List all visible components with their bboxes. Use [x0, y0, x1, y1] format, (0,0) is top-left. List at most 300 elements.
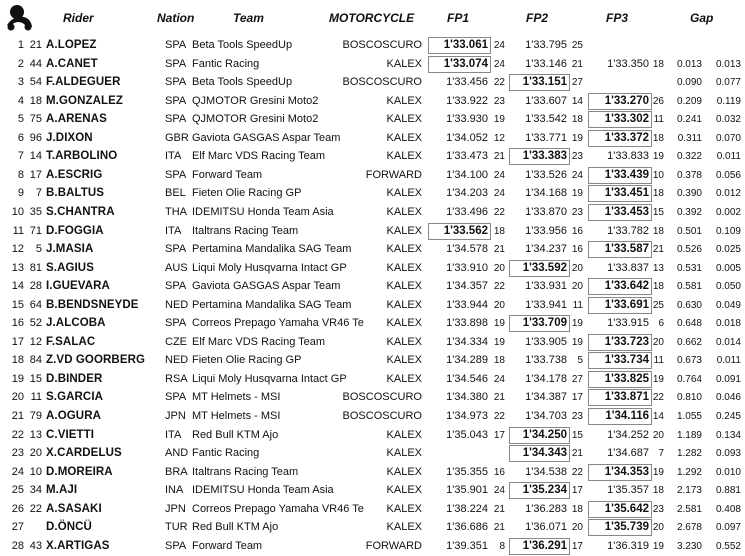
fp1-time-cell: 1'34.973 [446, 410, 488, 422]
position-cell: 5 [17, 113, 24, 126]
fp3-time-cell: 1'33.833 [607, 150, 649, 163]
nation-cell: NED [165, 298, 189, 311]
fp3-laps-cell: 18 [652, 58, 664, 70]
fp3-time-cell: 1'34.116 [605, 410, 649, 422]
team-cell: Beta Tools SpeedUp [192, 39, 293, 51]
motorcycle-cell: KALEX [386, 502, 422, 515]
rider-number-cell: 84 [29, 354, 42, 367]
rider-number-cell: 81 [29, 261, 42, 274]
rider-number-cell: 13 [29, 428, 42, 441]
rider-name-cell: A.OGURA [46, 410, 102, 422]
team-cell: Correos Prepago Yamaha VR46 Te [192, 502, 364, 515]
fp3-laps-cell: 22 [652, 392, 664, 404]
rider-name-cell: B.BENDSNEYDE [46, 298, 139, 311]
rider-number-cell: 64 [29, 298, 42, 311]
fp2-time-cell: 1'34.237 [525, 243, 567, 256]
fp3-time-cell: 1'35.642 [604, 502, 649, 515]
rider-name-cell: J.DIXON [46, 131, 93, 144]
table-row [0, 500, 745, 519]
fp2-laps-cell: 17 [571, 392, 583, 404]
fp1-time-cell: 1'33.910 [446, 261, 488, 274]
fp3-laps-cell: 19 [652, 373, 664, 385]
team-cell: Fieten Olie Racing GP [192, 187, 302, 200]
fp1-time-cell: 1'34.546 [446, 372, 488, 385]
fp2-laps-cell: 19 [571, 336, 583, 348]
fp3-time-cell: 1'34.252 [607, 428, 649, 441]
rider-name-cell: X.CARDELUS [46, 447, 122, 460]
team-cell: Red Bull KTM Ajo [192, 521, 279, 534]
fp1-laps-cell: 24 [493, 485, 505, 497]
fp2-time-cell: 1'33.870 [525, 205, 567, 218]
gap-first-cell: 1.055 [676, 411, 702, 422]
fp1-laps-cell: 18 [493, 225, 505, 237]
fp2-laps-cell: 21 [571, 58, 583, 70]
gap-first-cell: 0.392 [676, 206, 702, 218]
fp3-laps-cell: 20 [652, 522, 664, 534]
position-cell: 26 [11, 502, 24, 515]
position-cell: 7 [17, 150, 24, 163]
header-motorcycle: MOTORCYCLE [329, 11, 415, 25]
motorcycle-cell: KALEX [386, 131, 422, 144]
fp2-laps-cell: 5 [577, 355, 583, 367]
gap-first-cell: 1.189 [676, 429, 702, 441]
fp1-time-cell: 1'38.224 [446, 502, 488, 515]
fp2-time-cell: 1'36.283 [525, 502, 567, 515]
rider-number-cell: 22 [29, 502, 42, 515]
motorcycle-cell: BOSCOSCURO [342, 76, 422, 89]
position-cell: 17 [11, 335, 24, 348]
fp3-time-cell: 1'36.319 [607, 539, 649, 552]
rider-name-cell: F.ALDEGUER [46, 76, 121, 89]
fp3-laps-cell: 21 [652, 244, 664, 256]
gap-previous-cell: 0.032 [715, 114, 741, 126]
rider-number-cell: 52 [29, 317, 42, 330]
fp2-laps-cell: 23 [571, 411, 583, 422]
gap-first-cell: 3.230 [676, 540, 702, 552]
rider-name-cell: D.BINDER [46, 372, 103, 385]
rider-number-cell: 96 [29, 131, 42, 144]
position-cell: 2 [17, 57, 24, 70]
fp2-laps-cell: 20 [571, 262, 583, 274]
table-row [0, 277, 745, 296]
fp2-laps-cell: 20 [571, 281, 583, 293]
fp2-time-cell: 1'33.146 [525, 57, 567, 70]
position-cell: 22 [11, 428, 24, 441]
fp3-time-cell: 1'33.350 [607, 57, 649, 70]
fp1-laps-cell: 19 [493, 114, 505, 126]
position-cell: 16 [11, 317, 24, 330]
rider-number-cell: 75 [29, 113, 42, 126]
fp1-laps-cell: 21 [493, 151, 505, 163]
fp3-time-cell: 1'33.871 [604, 391, 649, 404]
fp1-laps-cell: 21 [493, 244, 505, 256]
gap-previous-cell: 0.049 [715, 299, 741, 311]
nation-cell: ITA [165, 428, 182, 441]
rider-name-cell: A.ESCRIG [46, 168, 103, 181]
gap-first-cell: 2.173 [676, 485, 702, 497]
fp2-laps-cell: 25 [571, 40, 583, 51]
nation-cell: SPA [165, 243, 187, 256]
motorcycle-cell: KALEX [386, 428, 422, 441]
team-cell: Italtrans Racing Team [192, 224, 299, 237]
rider-number-cell: 18 [29, 94, 42, 107]
gap-first-cell: 0.501 [676, 225, 702, 237]
position-cell: 4 [17, 94, 24, 107]
rider-number-cell: 20 [29, 447, 42, 460]
table-row [0, 222, 745, 241]
gap-first-cell: 0.673 [676, 355, 702, 367]
gap-previous-cell: 0.005 [715, 262, 741, 274]
header-rider: Rider [63, 11, 94, 25]
rider-name-cell: J.MASIA [46, 243, 94, 256]
fp3-time-cell: 1'33.270 [604, 94, 649, 107]
position-cell: 10 [11, 205, 24, 218]
table-row [0, 240, 745, 259]
nation-cell: SPA [165, 317, 187, 330]
table-row [0, 147, 745, 166]
gap-first-cell: 0.526 [676, 244, 702, 256]
rider-number-cell: 21 [29, 39, 42, 51]
rider-number-cell: 35 [29, 205, 42, 218]
fp2-time-cell: 1'33.738 [525, 354, 567, 367]
nation-cell: SPA [165, 113, 187, 126]
fp1-laps-cell: 23 [493, 95, 505, 107]
fp3-time-cell: 1'34.687 [607, 447, 649, 460]
fp3-time-cell: 1'33.642 [604, 280, 649, 293]
team-cell: Elf Marc VDS Racing Team [192, 335, 326, 348]
fp2-time-cell: 1'33.905 [525, 335, 567, 348]
motorcycle-cell: BOSCOSCURO [342, 39, 422, 51]
motorcycle-cell: KALEX [386, 484, 422, 497]
fp1-laps-cell: 21 [493, 392, 505, 404]
gap-previous-cell: 0.109 [715, 225, 741, 237]
fp2-time-cell: 1'34.538 [525, 465, 567, 478]
position-cell: 23 [11, 447, 24, 460]
fp3-laps-cell: 18 [652, 188, 664, 200]
fp3-time-cell: 1'33.837 [607, 261, 649, 274]
rider-name-cell: A.SASAKI [46, 502, 102, 515]
fp3-time-cell: 1'33.372 [604, 131, 649, 144]
rider-name-cell: D.MOREIRA [46, 465, 113, 478]
rider-number-cell: 44 [29, 57, 42, 70]
table-row [0, 537, 745, 556]
position-cell: 21 [11, 410, 24, 422]
nation-cell: SPA [165, 94, 187, 107]
rider-name-cell: A.CANET [46, 57, 98, 70]
rider-name-cell: Z.VD GOORBERG [46, 354, 146, 367]
fp3-laps-cell: 19 [652, 540, 664, 552]
gap-previous-cell: 0.018 [715, 318, 741, 330]
motorcycle-cell: KALEX [386, 57, 422, 70]
fp2-laps-cell: 18 [571, 503, 583, 515]
fp2-time-cell: 1'36.291 [522, 539, 567, 552]
gap-first-cell: 0.810 [676, 392, 702, 404]
fp2-laps-cell: 19 [571, 132, 583, 144]
fp1-time-cell: 1'33.898 [446, 317, 488, 330]
fp3-time-cell: 1'33.734 [604, 354, 649, 367]
table-row [0, 407, 745, 426]
nation-cell: SPA [165, 168, 187, 181]
fp2-laps-cell: 16 [571, 225, 583, 237]
position-cell: 12 [11, 243, 24, 256]
fp3-laps-cell: 6 [658, 318, 664, 330]
fp1-time-cell: 1'33.496 [446, 205, 488, 218]
fp1-laps-cell: 22 [493, 281, 505, 293]
table-row [0, 36, 745, 55]
gap-previous-cell: 0.056 [715, 169, 741, 181]
nation-cell: SPA [165, 391, 187, 404]
motorcycle-cell: KALEX [386, 447, 422, 460]
fp2-laps-cell: 27 [571, 77, 583, 89]
fp1-time-cell: 1'35.355 [446, 465, 488, 478]
fp2-time-cell: 1'33.709 [522, 317, 567, 330]
fp2-laps-cell: 16 [571, 244, 583, 256]
gap-previous-cell: 0.119 [716, 95, 741, 107]
position-cell: 28 [11, 539, 24, 552]
team-cell: Liqui Moly Husqvarna Intact GP [192, 261, 347, 274]
nation-cell: BEL [165, 187, 186, 200]
motorcycle-cell: KALEX [386, 280, 422, 293]
rider-name-cell: D.FOGGIA [46, 224, 104, 237]
gap-first-cell: 0.764 [676, 373, 702, 385]
fp1-laps-cell: 16 [493, 466, 505, 478]
nation-cell: JPN [165, 502, 186, 515]
rider-number-cell: 14 [29, 150, 42, 163]
fp3-time-cell: 1'33.451 [604, 187, 649, 200]
fp2-laps-cell: 14 [571, 95, 583, 107]
rider-name-cell: A.LOPEZ [46, 39, 97, 51]
fp2-time-cell: 1'33.931 [525, 280, 567, 293]
gap-first-cell: 0.209 [676, 95, 702, 107]
table-row [0, 463, 745, 482]
team-cell: Pertamina Mandalika SAG Team [192, 243, 352, 256]
motorcycle-cell: KALEX [386, 521, 422, 534]
fp1-laps-cell: 21 [493, 522, 505, 534]
rider-name-cell: I.GUEVARA [46, 280, 110, 293]
gap-previous-cell: 0.014 [715, 336, 741, 348]
fp2-laps-cell: 17 [571, 540, 583, 552]
fp2-time-cell: 1'33.795 [525, 39, 567, 51]
motorcycle-cell: KALEX [386, 465, 422, 478]
gap-first-cell: 0.662 [676, 336, 702, 348]
fp3-laps-cell: 20 [652, 429, 664, 441]
fp3-laps-cell: 25 [652, 299, 664, 311]
team-cell: MT Helmets - MSI [192, 410, 281, 422]
fp1-time-cell: 1'39.351 [446, 539, 488, 552]
gap-previous-cell: 0.134 [715, 429, 741, 441]
fp3-laps-cell: 11 [653, 114, 664, 126]
fp3-laps-cell: 14 [652, 411, 664, 422]
fp1-time-cell: 1'33.944 [446, 298, 488, 311]
nation-cell: AND [165, 447, 189, 460]
fp1-laps-cell: 24 [493, 40, 505, 51]
fp3-time-cell: 1'34.353 [604, 465, 649, 478]
fp3-laps-cell: 18 [652, 485, 664, 497]
fp2-time-cell: 1'36.071 [525, 521, 567, 534]
fp1-time-cell: 1'34.289 [446, 354, 488, 367]
fp1-laps-cell: 24 [493, 169, 505, 181]
team-cell: Italtrans Racing Team [192, 465, 299, 478]
gap-previous-cell: 0.091 [715, 373, 741, 385]
team-cell: IDEMITSU Honda Team Asia [192, 205, 334, 218]
rider-name-cell: B.BALTUS [46, 187, 105, 200]
fp1-laps-cell: 22 [493, 77, 505, 89]
rider-name-cell: C.VIETTI [46, 428, 95, 441]
fp3-laps-cell: 13 [652, 262, 664, 274]
gap-previous-cell: 0.245 [715, 411, 741, 422]
fp1-time-cell: 1'34.203 [446, 187, 488, 200]
table-row [0, 110, 745, 129]
position-cell: 9 [17, 187, 24, 200]
fp2-laps-cell: 17 [571, 485, 583, 497]
fp2-laps-cell: 15 [571, 429, 583, 441]
nation-cell: NED [165, 354, 189, 367]
team-cell: Forward Team [192, 168, 263, 181]
nation-cell: ITA [165, 150, 182, 163]
header-fp2: FP2 [526, 11, 549, 25]
table-row [0, 388, 745, 407]
gap-previous-cell: 0.093 [715, 448, 741, 460]
fp3-time-cell: 1'33.825 [604, 372, 649, 385]
motorcycle-cell: KALEX [386, 317, 422, 330]
gap-previous-cell: 0.013 [715, 58, 741, 70]
motorcycle-cell: FORWARD [365, 539, 422, 552]
fp2-laps-cell: 18 [571, 114, 583, 126]
position-cell: 25 [11, 484, 24, 497]
gap-first-cell: 0.311 [677, 132, 702, 144]
team-cell: IDEMITSU Honda Team Asia [192, 484, 334, 497]
team-cell: Liqui Moly Husqvarna Intact GP [192, 372, 347, 385]
fp1-time-cell: 1'34.052 [446, 131, 488, 144]
fp2-time-cell: 1'34.387 [525, 391, 567, 404]
fp1-time-cell: 1'34.578 [446, 243, 488, 256]
nation-cell: SPA [165, 39, 187, 51]
team-cell: Forward Team [192, 539, 263, 552]
header-fp3: FP3 [606, 11, 629, 25]
motorcycle-cell: KALEX [386, 354, 422, 367]
motorcycle-cell: KALEX [386, 243, 422, 256]
team-cell: Pertamina Mandalika SAG Team [192, 298, 352, 311]
position-cell: 6 [17, 131, 24, 144]
fp1-laps-cell: 8 [499, 540, 505, 552]
motorcycle-cell: KALEX [386, 205, 422, 218]
fp3-time-cell: 1'33.302 [604, 113, 649, 126]
motorcycle-cell: FORWARD [365, 168, 422, 181]
team-cell: Red Bull KTM Ajo [192, 428, 279, 441]
position-cell: 11 [12, 224, 24, 237]
rider-number-cell: 12 [29, 335, 42, 348]
fp1-laps-cell: 24 [493, 58, 505, 70]
table-row [0, 481, 745, 500]
fp1-time-cell: 1'35.043 [446, 428, 488, 441]
position-cell: 19 [11, 372, 24, 385]
nation-cell: TUR [165, 521, 188, 534]
position-cell: 18 [11, 354, 24, 367]
motorcycle-cell: BOSCOSCURO [342, 391, 422, 404]
rider-number-cell: 10 [29, 465, 42, 478]
motorcycle-cell: KALEX [386, 113, 422, 126]
nation-cell: SPA [165, 280, 187, 293]
fp3-laps-cell: 19 [652, 151, 664, 163]
fp1-laps-cell: 18 [493, 355, 505, 367]
nation-cell: AUS [165, 261, 188, 274]
team-cell: Gaviota GASGAS Aspar Team [192, 131, 341, 144]
gap-previous-cell: 0.881 [715, 485, 741, 497]
fp2-laps-cell: 19 [571, 318, 583, 330]
fp2-time-cell: 1'33.956 [525, 224, 567, 237]
motorcycle-cell: KALEX [386, 298, 422, 311]
fp3-time-cell: 1'35.357 [607, 484, 649, 497]
fp2-time-cell: 1'33.151 [522, 76, 567, 89]
fp2-laps-cell: 20 [571, 522, 583, 534]
table-row [0, 518, 745, 537]
motorcycle-cell: KALEX [386, 372, 422, 385]
fp3-laps-cell: 18 [652, 225, 664, 237]
gap-previous-cell: 0.077 [715, 77, 741, 89]
gap-previous-cell: 0.010 [715, 466, 741, 478]
fp3-time-cell: 1'33.691 [604, 298, 649, 311]
fp2-time-cell: 1'35.234 [522, 484, 567, 497]
fp1-time-cell: 1'34.357 [446, 280, 488, 293]
fp1-time-cell: 1'36.686 [446, 521, 488, 534]
fp3-laps-cell: 18 [652, 281, 664, 293]
header-team: Team [233, 11, 264, 25]
fp1-laps-cell: 21 [493, 503, 505, 515]
gap-first-cell: 0.241 [676, 114, 702, 126]
fp1-laps-cell: 17 [493, 429, 505, 441]
fp3-laps-cell: 7 [658, 448, 664, 460]
rider-number-cell: 11 [30, 391, 42, 404]
team-cell: Elf Marc VDS Racing Team [192, 150, 326, 163]
rider-name-cell: J.ALCOBA [46, 317, 106, 330]
position-cell: 13 [11, 261, 24, 274]
team-cell: Fieten Olie Racing GP [192, 354, 302, 367]
gap-previous-cell: 0.097 [715, 522, 741, 534]
fp1-laps-cell: 20 [493, 299, 505, 311]
gap-previous-cell: 0.046 [715, 392, 741, 404]
fp3-laps-cell: 23 [652, 503, 664, 515]
fp3-time-cell: 1'35.739 [604, 521, 649, 534]
team-cell: Correos Prepago Yamaha VR46 Te [192, 317, 364, 330]
fp2-time-cell: 1'34.250 [522, 428, 567, 441]
gap-first-cell: 0.648 [676, 318, 702, 330]
fp1-laps-cell: 24 [493, 373, 505, 385]
position-cell: 27 [11, 521, 24, 534]
team-cell: Gaviota GASGAS Aspar Team [192, 280, 341, 293]
gap-first-cell: 0.581 [676, 281, 702, 293]
fp1-time-cell: 1'33.473 [446, 150, 488, 163]
fp2-time-cell: 1'34.178 [525, 372, 567, 385]
fp2-laps-cell: 23 [571, 206, 583, 218]
gap-previous-cell: 0.011 [716, 355, 741, 367]
fp1-time-cell: 1'34.100 [446, 168, 488, 181]
position-cell: 20 [11, 391, 24, 404]
nation-cell: RSA [165, 372, 188, 385]
rider-name-cell: T.ARBOLINO [46, 150, 118, 163]
position-cell: 15 [11, 298, 24, 311]
rider-number-cell: 34 [29, 484, 42, 497]
motorcycle-rider-icon [4, 3, 34, 31]
fp3-laps-cell: 20 [652, 336, 664, 348]
gap-previous-cell: 0.050 [715, 281, 741, 293]
fp2-time-cell: 1'33.542 [525, 113, 567, 126]
fp2-time-cell: 1'33.607 [525, 94, 567, 107]
nation-cell: GBR [165, 131, 189, 144]
fp2-laps-cell: 24 [571, 169, 583, 181]
table-row [0, 314, 745, 333]
fp3-laps-cell: 11 [653, 355, 664, 367]
fp3-time-cell: 1'33.723 [604, 335, 649, 348]
